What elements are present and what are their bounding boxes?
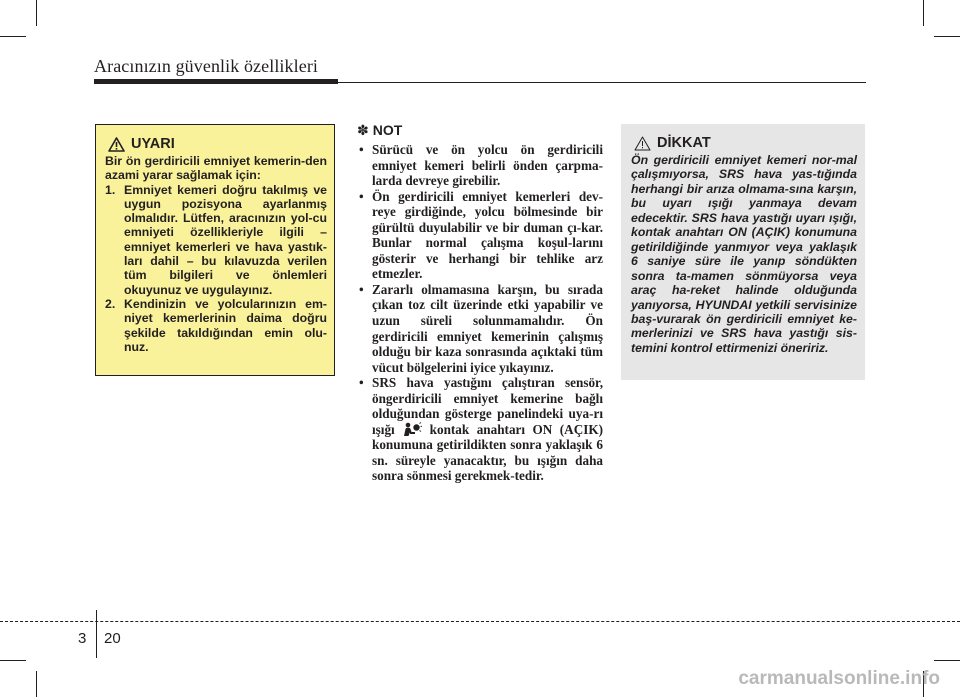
note-item-text-after: kontak anahtarı ON (AÇIK) konumuna getirildikten sonra yaklaşık 6 sn. süreyle yanacaktır, bu ışığın daha sonra sönmesi gerekmek-tedir. xyxy=(372,421,603,484)
crop-mark xyxy=(36,0,37,26)
warning-intro: Bir ön gerdiricili emniyet kemerin-den azami yarar sağlamak için: xyxy=(105,154,327,183)
note-header xyxy=(357,123,603,139)
bullet: • xyxy=(359,142,364,157)
crop-mark xyxy=(934,36,960,37)
airbag-warning-icon xyxy=(402,422,422,437)
note-item-text xyxy=(372,375,603,484)
warning-item-text: Emniyet kemeri doğru takılmış ve uygun pozisyona ayarlanmış olmalıdır. Lütfen, aracınızın yol-cu emniyeti özellikleriyle ilgili – emniyet kemerleri ve hava yastık-ları dahil – bu kılavuzda verilen tüm bilgileri ve önlemleri okuyunuz ve uygulayınız. xyxy=(124,182,327,297)
warning-list xyxy=(105,183,327,355)
warning-item xyxy=(105,183,327,297)
note-item xyxy=(357,189,603,282)
note-title: NOT xyxy=(372,122,403,139)
note-item xyxy=(357,282,603,375)
bullet: • xyxy=(359,188,364,204)
warning-title: UYARI xyxy=(131,135,175,152)
caution-triangle-icon xyxy=(634,136,651,151)
warning-triangle-icon xyxy=(108,137,125,152)
note-item xyxy=(357,375,603,484)
warning-item-number: 1. xyxy=(105,182,116,197)
footer-dashed-rule xyxy=(0,621,960,622)
note-item-text-before: SRS hava yastığını çalıştıran sensör, öngerdiricili emniyet kemerine bağlı olduğundan gösterge panelindeki uya-rı ışığı xyxy=(372,375,603,437)
bullet: • xyxy=(359,281,364,297)
warning-item xyxy=(105,297,327,354)
chapter-number: 3 xyxy=(78,630,87,647)
note-item-text: Ön gerdiricili emniyet kemerleri dev-reye girdiğinde, yolcu bölmesinde bir gürültü duyulabilir ve bir duman çı-kar. Bunlar normal çalışma koşul-larını gösterir ve herhangi bir tehlike arz etmezler. xyxy=(372,188,603,282)
note-list xyxy=(357,142,603,484)
header-rule-thin xyxy=(338,82,866,83)
crop-mark xyxy=(0,36,26,37)
caution-header xyxy=(634,135,857,151)
crop-mark xyxy=(934,660,960,661)
crop-mark xyxy=(0,660,26,661)
crop-mark xyxy=(923,0,924,26)
caution-box xyxy=(621,124,865,380)
page-header-title: Aracınızın güvenlik özellikleri xyxy=(94,56,319,76)
bullet: • xyxy=(359,375,364,391)
note-item-text: Sürücü ve ön yolcu ön gerdiricili emniyet kemeri belirli önden çarpma-larda devreye girebilir. xyxy=(372,142,603,189)
watermark: carmanualsonline.info xyxy=(738,668,940,689)
note-item xyxy=(357,142,603,189)
warning-item-text: Kendinizin ve yolcularınızın em-niyet kemerlerinin daima doğru şekilde takıldığından emin olu-nuz. xyxy=(124,296,327,354)
caution-text: Ön gerdiricili emniyet kemeri nor-mal çalışmıyorsa, SRS hava yas-tığında herhangi bir arıza olmama-sına karşın, bu uyarı ışığı yanmaya devam edecektir. SRS hava yastığı uyarı ışığı, kontak anahtarı ON (AÇIK) konumuna getirildiğinde yanmıyor veya yaklaşık 6 saniye süre ile yanıp söndükten sonra ta-mamen sönmüyorsa veya araç ha-reket halinde olduğunda yanıyorsa, HYUNDAI yetkili servisinize baş-vurarak ön gerdiricili emniyet ke-merlerinizi ve SRS hava yastığı sis-temini kontrol ettirmenizi öneririz. xyxy=(631,153,857,355)
crop-mark xyxy=(36,671,37,697)
warning-item-number: 2. xyxy=(105,296,116,311)
header-rule xyxy=(94,79,338,84)
page-number: 20 xyxy=(104,630,121,647)
warning-header xyxy=(108,136,327,152)
warning-box xyxy=(95,124,335,376)
note-section xyxy=(357,123,603,484)
page-number-divider xyxy=(96,610,97,658)
caution-title: DİKKAT xyxy=(657,134,711,151)
asterisk-icon: ✽ xyxy=(357,122,369,139)
note-item-text: Zararlı olmamasına karşın, bu sırada çıkan toz cilt üzerinde etki yapabilir ve uzun süreli solunmamalıdır. Ön gerdiricili emniyet kemerinin çalışmış olduğu bir kaza sonrasında açıktaki tüm vücut bölgelerini iyice yıkayınız. xyxy=(372,281,603,375)
